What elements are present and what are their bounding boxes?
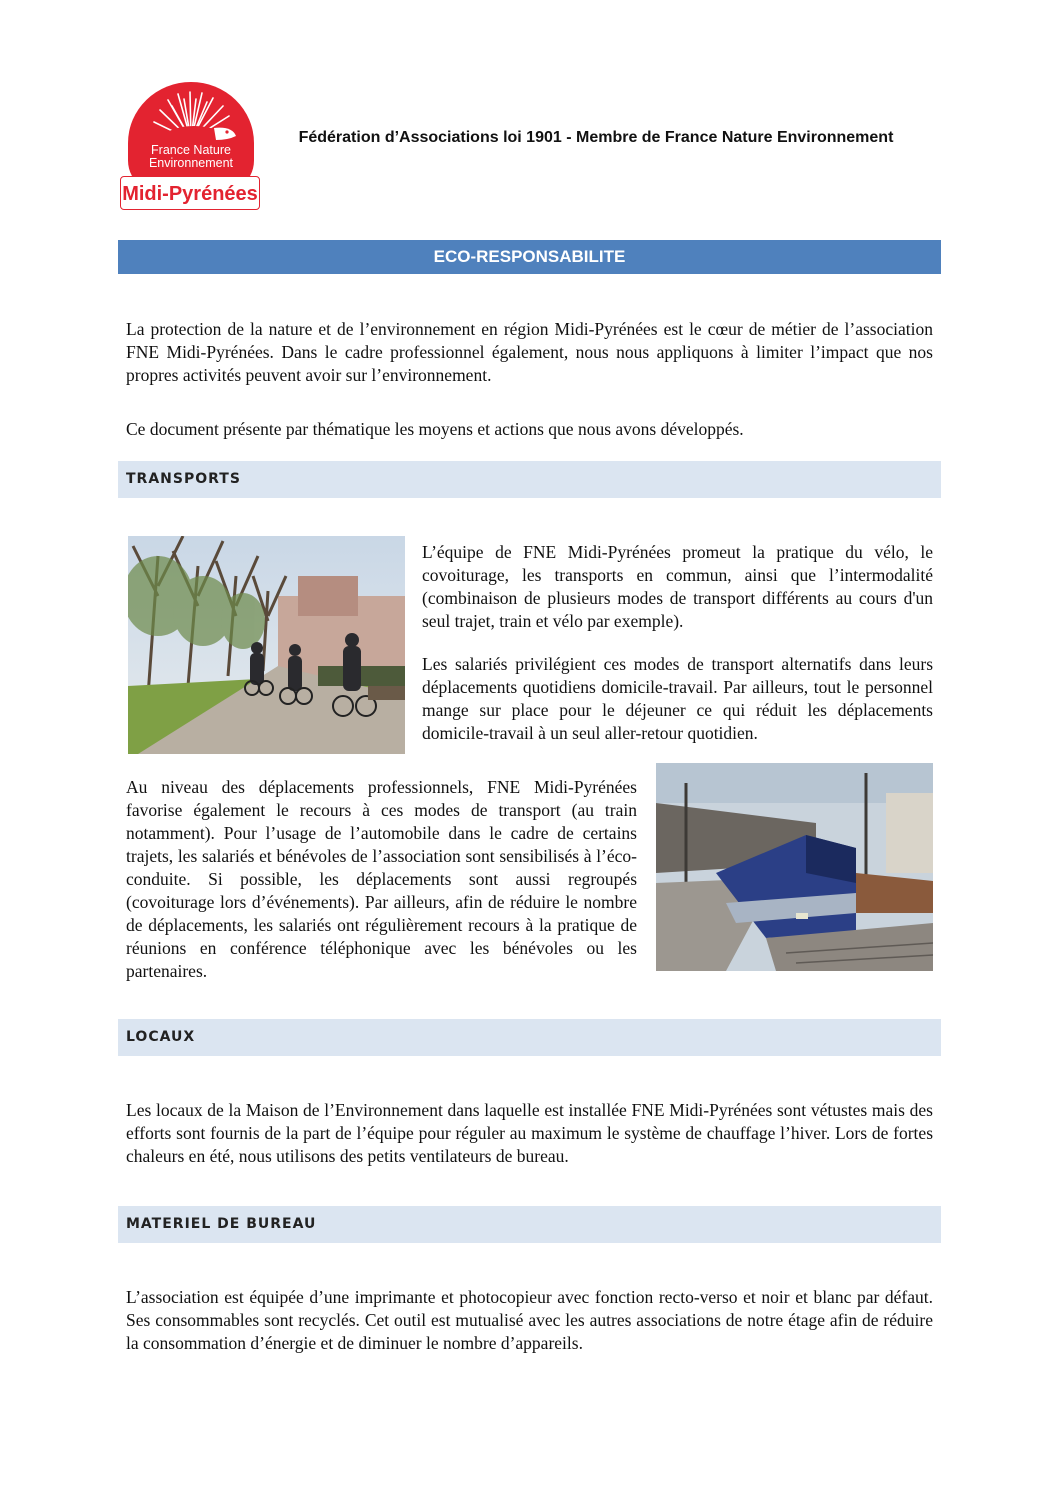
header-title: Fédération d’Associations loi 1901 - Membre de France Nature Environnement [298, 129, 894, 146]
page-title-banner: ECO-RESPONSABILITE [118, 240, 941, 274]
transports-paragraph-2: Les salariés privilégient ces modes de transport alternatifs dans leurs déplacements quotidiens domicile-travail. Par ailleurs, tout le personnel mange sur place pour le déjeuner ce qui réduit les déplacements domicile-travail à un seul aller-retour quotidien. [422, 654, 933, 743]
logo-text-line2: Environnement [148, 156, 234, 170]
logo-region-label: Midi-Pyrénées [120, 176, 260, 210]
materiel-paragraph: L’association est équipée d’une imprimante et photocopieur avec fonction recto-verso et noir et blanc par défaut. Ses consommables sont recyclés. Cet outil est mutualisé avec les autres associations de notre étage afin de réduire la consommation d’énergie et de diminuer le nombre d’appareils. [126, 1287, 933, 1353]
section-heading-materiel: MATERIEL DE BUREAU [118, 1206, 941, 1243]
train-photo [656, 763, 933, 971]
intro-paragraph: La protection de la nature et de l’environnement en région Midi-Pyrénées est le cœur de métier de l’association FNE Midi-Pyrénées. Dans le cadre professionnel également, nous nous appliquons à limiter l’impact que nos propres activités peuvent avoir sur l’environnement. [126, 319, 933, 385]
locaux-paragraph: Les locaux de la Maison de l’Environnement dans laquelle est installée FNE Midi-Pyrénées sont vétustes mais des efforts sont fournis de la part de l’équipe pour réguler au maximum le système de chauffage l’hiver. Lors de fortes chaleurs en été, nous utilisons des petits ventilateurs de bureau. [126, 1100, 933, 1166]
cyclists-photo [128, 536, 405, 754]
transports-paragraph-1: L’équipe de FNE Midi-Pyrénées promeut la pratique du vélo, le covoiturage, les transports en commun, ainsi que l’intermodalité (combinaison de plusieurs modes de transport différents au cours d'un seul trajet, train et vélo par exemple). [422, 542, 933, 631]
section-heading-transports: TRANSPORTS [118, 461, 941, 498]
transports-paragraph-3: Au niveau des déplacements professionnels, FNE Midi-Pyrénées favorise également le recours à ces modes de transport (au train notamment). Pour l’usage de l’automobile dans le cadre de certains trajets, les salariés et bénévoles de l’association sont sensibilisés à l’éco-conduite. Si possible, les déplacements sont aussi regroupés (covoiturage lors d’événements). Par ailleurs, afin de réduire le nombre de déplacements, les salariés ont régulièrement recours à la pratique de réunions en conférence téléphonique avec les bénévoles ou les partenaires. [126, 777, 637, 981]
section-heading-locaux: LOCAUX [118, 1019, 941, 1056]
intro-paragraph-2: Ce document présente par thématique les moyens et actions que nous avons développés. [126, 419, 744, 439]
fne-logo [118, 80, 262, 214]
logo-text-line1: France Nature [151, 143, 231, 157]
